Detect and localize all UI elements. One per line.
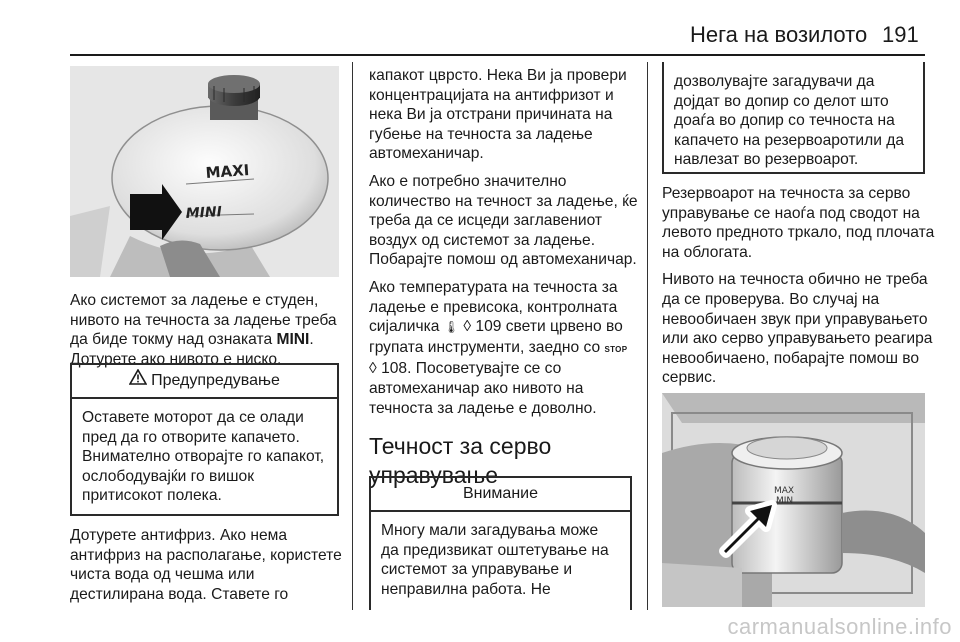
reservoir-location-paragraph: Резервоарот на течноста за серво управување се наоѓа под сводот на левото предното тркало, под плочата на облогата. <box>662 185 935 261</box>
maxi-mark: MAXI <box>205 160 250 182</box>
warning-box-body: Оставете моторот да се олади пред да го отворите капачето. Внимателно отворајте го капакот, ослободувајќи го вишок притисокот полека. <box>82 409 325 505</box>
antifreeze-paragraph: Дотурете антифриз. Ако нема антифриз на располагање, користете чиста вода од чешма или дестилирана вода. Ставете го <box>70 527 342 603</box>
section-title-power-steering: Течност за серво управување <box>369 433 552 489</box>
running-header-title: Нега на возилото <box>690 22 868 47</box>
column-divider-right <box>647 62 648 610</box>
ref-arrow-icon: ◊ <box>463 318 472 336</box>
overheat-paragraph: Ако температурата на течноста за ладење е превисока, контролната сијаличка 🌡︎ ◊ 109 свети црвено во групата инструменти, заедно со STOP ◊ 108. Посоветувајте се со автомеханичар ако нивото на течноста за ладење е доволно. <box>369 278 628 417</box>
coolant-temperature-icon: 🌡︎ <box>443 320 459 335</box>
coolant-level-paragraph: Ако системот за ладење е студен, нивото на течноста за ладење треба да биде токму над ознаката MINI. Дотурете ако нивото е ниско. <box>70 292 337 368</box>
coolant-reservoir-figure <box>70 66 339 277</box>
warning-box <box>70 363 339 516</box>
cap-paragraph: капакот цврсто. Нека Ви ја провери концентрацијата на антифризот и нека Ви ја отстрани причината на губење на течноста за ладење автомеханичар. <box>369 67 627 163</box>
notice-box-continued <box>662 62 925 174</box>
stop-icon: STOP <box>604 344 628 354</box>
fluid-check-paragraph: Нивото на течноста обично не треба да се проверува. Во случај на невообичаен звук при управувањето или ако серво управувањето реагира невообичаено, побарајте помош во сервис. <box>662 271 933 387</box>
mini-mark: MINI <box>185 204 223 222</box>
notice-box-continued-body: дозволувајте загадувачи да дојдат во допир со делот што доаѓа во допир со течноста на капачето на резервоаротили да навлезат во резервоарот. <box>674 73 905 169</box>
notice-box <box>369 476 632 610</box>
warning-triangle-icon <box>129 365 147 397</box>
warning-box-header <box>72 365 337 399</box>
column-divider-left <box>352 62 353 610</box>
watermark: carmanualsonline.info <box>727 614 952 639</box>
page-number: 191 <box>882 22 919 47</box>
power-steering-reservoir-figure <box>662 393 925 607</box>
notice-box-body: Многу мали загадувања може да предизвикат оштетување на системот за управување и неправилна работа. Не <box>381 522 609 598</box>
notice-box-title: Внимание <box>371 478 630 512</box>
warning-box-title: Предупредување <box>151 372 280 390</box>
air-bleed-paragraph: Ако е потребно значително количество на течност за ладење, ќе треба да се исцеди заглавениот воздух од системот за ладење. Побарајте помош од автомеханичар. <box>369 172 638 269</box>
max-mark: MAX <box>774 486 795 496</box>
min-mark: MIN <box>776 496 794 506</box>
header-rule <box>70 54 925 56</box>
ref-arrow-icon: ◊ <box>369 360 377 378</box>
